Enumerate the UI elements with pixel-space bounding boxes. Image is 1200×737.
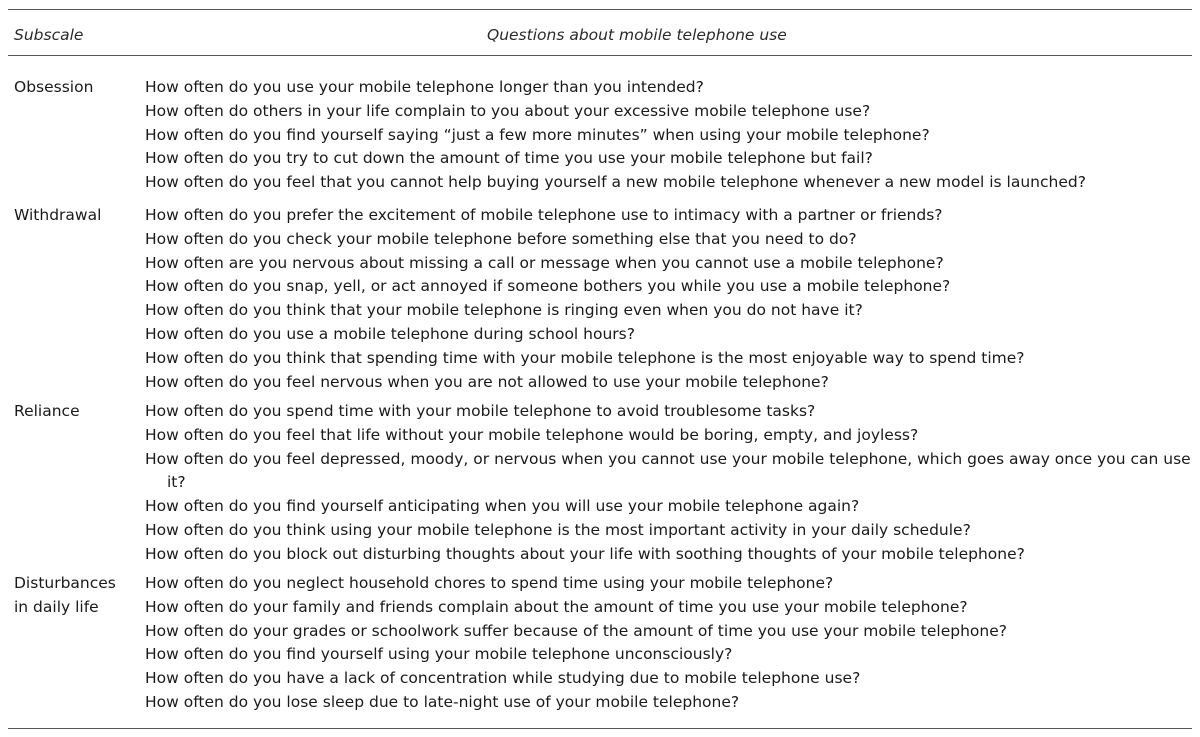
question-list (145, 76, 1195, 195)
subscale-name: Reliance (14, 402, 80, 420)
subscale-group-reliance (0, 400, 1200, 572)
header-subscale: Subscale (14, 26, 84, 44)
top-rule (8, 9, 1192, 10)
subscale-label (14, 76, 139, 100)
subscale-group-obsession (0, 76, 1200, 204)
question-item: How often do you try to cut down the amount of time you use your mobile telephone but fail? (145, 149, 873, 168)
subscale-group-disturbances (0, 572, 1200, 722)
subscale-name-line2: in daily life (14, 597, 99, 616)
question-item: How often do others in your life complain to you about your excessive mobile telephone use? (145, 101, 871, 120)
question-item: How often do you prefer the excitement of mobile telephone use to intimacy with a partner or friends? (145, 206, 943, 224)
subscale-name-line1: Disturbances (14, 574, 116, 592)
question-item: How often do you think that your mobile telephone is ringing even when you do not have it? (145, 301, 863, 320)
question-item: How often do you have a lack of concentration while studying due to mobile telephone use? (145, 669, 861, 688)
bottom-rule (8, 728, 1192, 729)
subscale-name: Obsession (14, 78, 94, 96)
question-item: How often do you neglect household chores to spend time using your mobile telephone? (145, 574, 834, 592)
question-item: How often do you spend time with your mobile telephone to avoid troublesome tasks? (145, 402, 816, 420)
subscale-group-withdrawal (0, 204, 1200, 400)
question-item: How often do you feel depressed, moody, or nervous when you cannot use your mobile telephone, which goes away once you can use it? (145, 449, 1191, 492)
question-item: How often do your family and friends complain about the amount of time you use your mobile telephone? (145, 597, 968, 616)
question-list (145, 204, 1195, 394)
question-item: How often do you find yourself saying “just a few more minutes” when using your mobile telephone? (145, 125, 930, 144)
subscale-label (14, 204, 139, 228)
question-list (145, 572, 1195, 715)
question-item: How often do you feel that life without your mobile telephone would be boring, empty, and joyless? (145, 425, 919, 444)
question-item: How often do you block out disturbing thoughts about your life with soothing thoughts of your mobile telephone? (145, 544, 1025, 563)
question-item: How often do you find yourself using your mobile telephone unconsciously? (145, 645, 733, 664)
subscale-name: Withdrawal (14, 206, 102, 224)
question-item: How often do you lose sleep due to late-night use of your mobile telephone? (145, 692, 740, 711)
question-item: How often do you feel nervous when you are not allowed to use your mobile telephone? (145, 372, 829, 391)
question-item: How often do you snap, yell, or act annoyed if someone bothers you while you use a mobile telephone? (145, 277, 951, 296)
question-item: How often do you use a mobile telephone during school hours? (145, 324, 635, 343)
table-body (0, 76, 1200, 722)
subscale-label (14, 400, 139, 424)
header-rule (8, 55, 1192, 56)
question-item: How often do you use your mobile telephone longer than you intended? (145, 78, 704, 96)
question-item: How often do you check your mobile telephone before something else that you need to do? (145, 229, 857, 248)
question-item: How often do your grades or schoolwork suffer because of the amount of time you use your mobile telephone? (145, 621, 1007, 640)
question-item: How often are you nervous about missing a call or message when you cannot use a mobile telephone? (145, 253, 944, 272)
question-item: How often do you think that spending time with your mobile telephone is the most enjoyable way to spend time? (145, 348, 1025, 367)
header-questions: Questions about mobile telephone use (487, 26, 787, 44)
question-list (145, 400, 1195, 567)
question-item: How often do you feel that you cannot help buying yourself a new mobile telephone whenever a new model is launched? (145, 173, 1086, 192)
question-item: How often do you find yourself anticipating when you will use your mobile telephone again? (145, 497, 860, 516)
subscale-label (14, 572, 139, 620)
question-item: How often do you think using your mobile telephone is the most important activity in your daily schedule? (145, 520, 971, 539)
